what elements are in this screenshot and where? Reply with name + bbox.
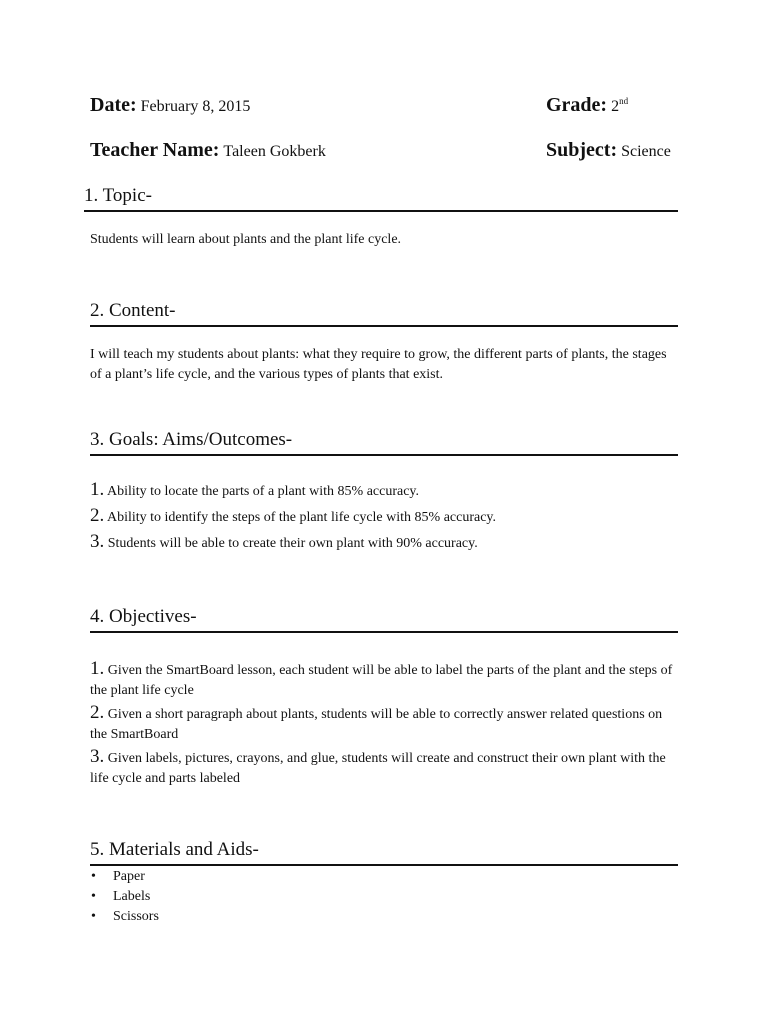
list-text: Ability to identify the steps of the plant life cycle with 85% accuracy. <box>106 510 497 525</box>
topic-text: Students will learn about plants and the plant life cycle. <box>90 232 402 247</box>
grade-field <box>546 94 628 117</box>
list-item <box>90 703 680 745</box>
subject-value: Science <box>621 143 671 160</box>
teacher-value: Taleen Gokberk <box>223 143 326 160</box>
list-text: Given labels, pictures, crayons, and glue, students will create and construct their own plant with the life cycle and parts labeled <box>90 751 666 786</box>
subject-label: Subject: <box>546 139 618 161</box>
bullet-icon: • <box>91 909 96 924</box>
list-item <box>90 532 680 554</box>
bullet-icon: • <box>91 889 96 904</box>
list-item <box>90 907 490 927</box>
grade-value <box>611 98 628 115</box>
topic-heading: 1. Topic- <box>84 185 678 212</box>
list-number: 2. <box>90 505 105 526</box>
list-text: Given a short paragraph about plants, students will be able to correctly answer related questions on the SmartBoard <box>90 707 663 742</box>
content-heading: 2. Content- <box>90 300 678 327</box>
list-number: 1. <box>90 658 105 679</box>
subject-field <box>546 139 671 162</box>
list-item <box>90 867 490 887</box>
list-item <box>90 887 490 907</box>
goals-list <box>90 480 680 558</box>
teacher-field <box>90 139 326 162</box>
grade-suffix: nd <box>619 96 629 106</box>
objectives-list <box>90 659 680 791</box>
objectives-heading: 4. Objectives- <box>90 606 678 633</box>
bullet-icon: • <box>91 869 96 884</box>
list-item <box>90 659 680 701</box>
materials-list <box>90 867 490 927</box>
date-value: February 8, 2015 <box>140 98 251 115</box>
list-text: Students will be able to create their own plant with 90% accuracy. <box>107 536 478 551</box>
date-label: Date: <box>90 94 137 116</box>
list-item <box>90 506 680 528</box>
list-number: 1. <box>90 479 105 500</box>
list-number: 3. <box>90 746 105 767</box>
goals-heading: 3. Goals: Aims/Outcomes- <box>90 429 678 456</box>
list-text: Scissors <box>113 909 159 924</box>
list-text: Given the SmartBoard lesson, each student will be able to label the parts of the plant and the steps of the plant life cycle <box>90 663 673 698</box>
list-text: Labels <box>113 889 151 904</box>
list-item <box>90 480 680 502</box>
date-field <box>90 94 250 117</box>
header-row-2 <box>90 139 680 169</box>
list-item <box>90 747 680 789</box>
header-row-1 <box>90 94 680 124</box>
grade-number: 2 <box>611 98 620 115</box>
list-number: 2. <box>90 702 105 723</box>
materials-heading: 5. Materials and Aids- <box>90 839 678 866</box>
grade-label: Grade: <box>546 94 608 116</box>
teacher-label: Teacher Name: <box>90 139 220 161</box>
list-text: Paper <box>113 869 145 884</box>
list-number: 3. <box>90 531 105 552</box>
content-text: I will teach my students about plants: what they require to grow, the different parts of plants, the stages of a plant’s life cycle, and the various types of plants that exist. <box>90 347 667 382</box>
list-text: Ability to locate the parts of a plant with 85% accuracy. <box>106 484 420 499</box>
